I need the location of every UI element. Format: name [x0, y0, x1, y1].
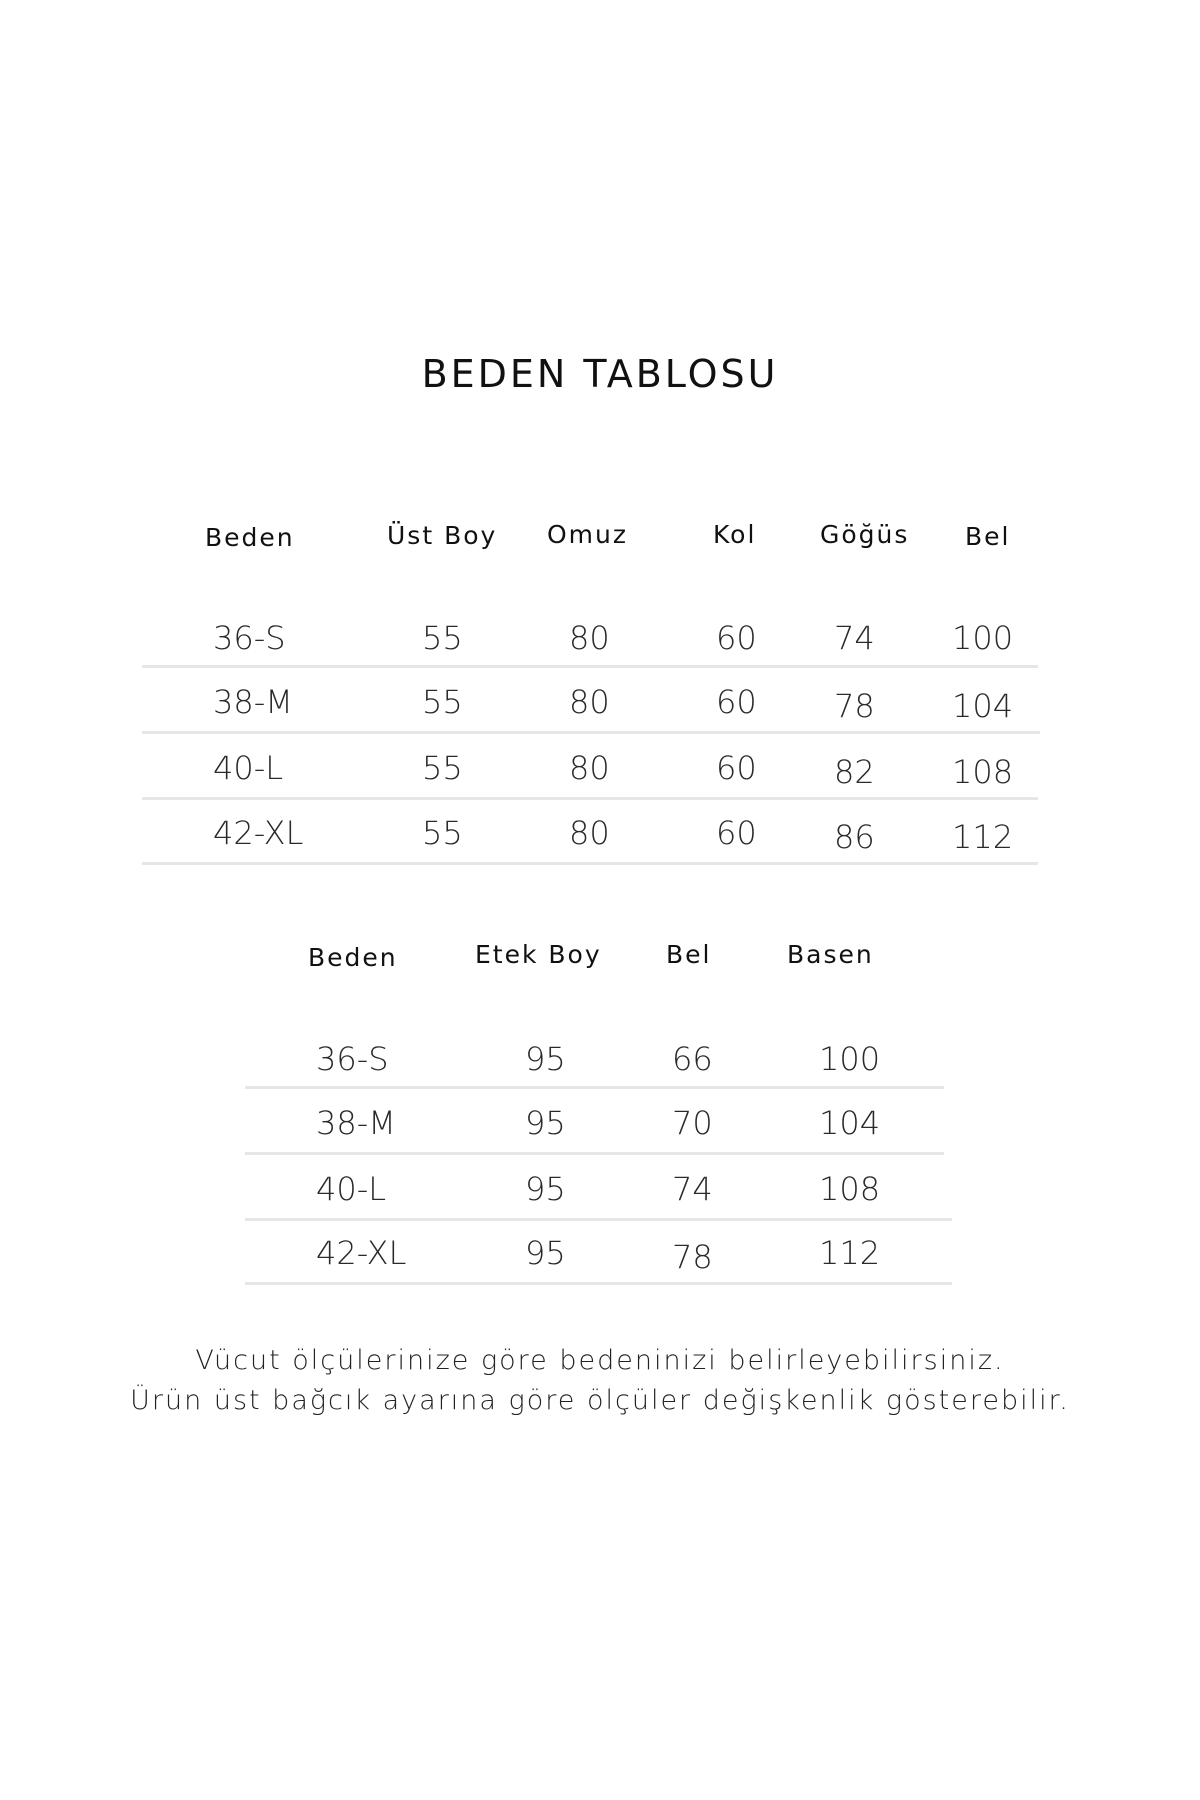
top-row-3-omuz: 80 [569, 749, 610, 787]
bottom-row-3-bel: 74 [672, 1170, 713, 1208]
top-row-divider [142, 665, 1038, 668]
top-header-gogus: Göğüs [820, 520, 910, 549]
top-header-beden: Beden [205, 523, 295, 552]
bottom-row-1-bel: 66 [672, 1040, 713, 1078]
top-header-omuz: Omuz [547, 520, 628, 549]
bottom-row-4-etek-boy: 95 [525, 1234, 566, 1272]
top-header-bel: Bel [965, 522, 1011, 551]
bottom-row-divider [245, 1218, 952, 1221]
top-row-4-beden: 42-XL [213, 814, 304, 852]
bottom-header-etek-boy: Etek Boy [475, 940, 602, 969]
top-row-2-beden: 38-M [213, 683, 293, 721]
top-row-4-ust-boy: 55 [422, 814, 463, 852]
top-row-4-kol: 60 [716, 814, 757, 852]
top-header-kol: Kol [713, 520, 757, 549]
top-row-1-gogus: 74 [834, 619, 875, 657]
bottom-row-1-etek-boy: 95 [525, 1040, 566, 1078]
bottom-row-3-beden: 40-L [316, 1170, 387, 1208]
bottom-row-1-beden: 36-S [316, 1040, 389, 1078]
top-row-divider [142, 731, 1040, 734]
bottom-row-3-basen: 108 [819, 1170, 881, 1208]
top-row-4-omuz: 80 [569, 814, 610, 852]
top-row-1-bel: 100 [952, 619, 1014, 657]
note-line-1: Vücut ölçülerinize göre bedeninizi belirleyebilirsiniz. [195, 1345, 1005, 1376]
top-row-3-ust-boy: 55 [422, 749, 463, 787]
top-row-4-bel: 112 [952, 818, 1014, 856]
bottom-row-4-basen: 112 [819, 1234, 881, 1272]
bottom-row-4-bel: 78 [672, 1238, 713, 1276]
bottom-row-divider [245, 1282, 952, 1285]
top-row-divider [142, 862, 1038, 865]
bottom-row-2-basen: 104 [819, 1104, 881, 1142]
top-header-ust-boy: Üst Boy [387, 521, 498, 550]
top-row-4-gogus: 86 [834, 818, 875, 856]
bottom-row-2-beden: 38-M [316, 1104, 396, 1142]
top-row-1-omuz: 80 [569, 619, 610, 657]
bottom-row-divider [245, 1152, 944, 1155]
top-row-1-ust-boy: 55 [422, 619, 463, 657]
top-row-2-kol: 60 [716, 683, 757, 721]
top-row-3-bel: 108 [952, 753, 1014, 791]
top-row-1-beden: 36-S [213, 619, 286, 657]
top-row-3-gogus: 82 [834, 753, 875, 791]
bottom-row-4-beden: 42-XL [316, 1234, 407, 1272]
top-row-2-bel: 104 [952, 687, 1014, 725]
top-row-divider [142, 797, 1038, 800]
bottom-header-beden: Beden [308, 943, 398, 972]
top-row-3-beden: 40-L [213, 749, 284, 787]
bottom-header-basen: Basen [787, 940, 874, 969]
top-row-2-ust-boy: 55 [422, 683, 463, 721]
bottom-row-divider [245, 1086, 944, 1089]
top-row-2-gogus: 78 [834, 687, 875, 725]
bottom-row-2-bel: 70 [672, 1104, 713, 1142]
top-row-3-kol: 60 [716, 749, 757, 787]
note-line-2: Ürün üst bağcık ayarına göre ölçüler değişkenlik gösterebilir. [130, 1385, 1070, 1416]
top-row-2-omuz: 80 [569, 683, 610, 721]
top-row-1-kol: 60 [716, 619, 757, 657]
bottom-row-3-etek-boy: 95 [525, 1170, 566, 1208]
page-title: BEDEN TABLOSU [421, 352, 779, 396]
bottom-row-2-etek-boy: 95 [525, 1104, 566, 1142]
bottom-header-bel: Bel [666, 940, 712, 969]
bottom-row-1-basen: 100 [819, 1040, 881, 1078]
